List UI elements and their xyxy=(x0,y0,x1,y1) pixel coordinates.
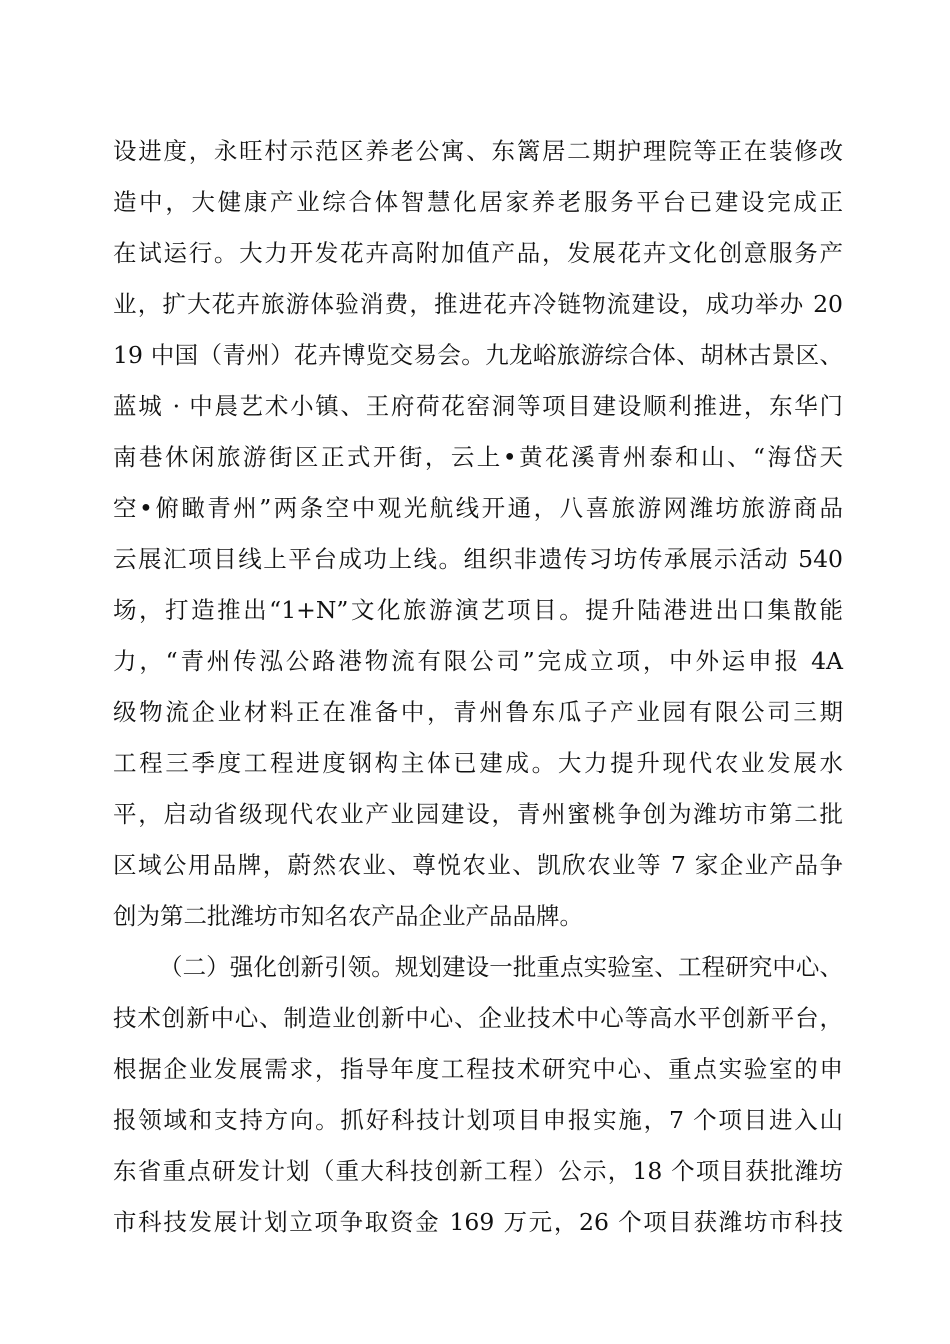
text-line: 东省重点研发计划（重大科技创新工程）公示，18 个项目获批潍坊 xyxy=(113,1157,843,1185)
text-line: 设进度，永旺村示范区养老公寓、东篱居二期护理院等正在装修改 xyxy=(113,137,843,165)
text-line: 南巷休闲旅游街区正式开街，云上•黄花溪青州泰和山、“海岱天 xyxy=(113,443,843,471)
paragraph-end-line: 创为第二批潍坊市知名农产品企业产品品牌。 xyxy=(113,902,583,930)
text-line: 报领域和支持方向。抓好科技计划项目申报实施，7 个项目进入山 xyxy=(113,1106,843,1134)
body-text xyxy=(113,126,843,1248)
text-line: 级物流企业材料正在准备中，青州鲁东瓜子产业园有限公司三期 xyxy=(113,698,843,726)
text-line: 业，扩大花卉旅游体验消费，推进花卉冷链物流建设，成功举办 20 xyxy=(113,290,843,318)
text-line: 场，打造推出“1+N”文化旅游演艺项目。提升陆港进出口集散能 xyxy=(113,596,843,624)
text-line: 蓝城 · 中晨艺术小镇、王府荷花窑洞等项目建设顺利推进，东华门 xyxy=(113,392,843,420)
text-line: 市科技发展计划立项争取资金 169 万元，26 个项目获潍坊市科技 xyxy=(113,1208,843,1236)
text-line: 平，启动省级现代农业产业园建设，青州蜜桃争创为潍坊市第二批 xyxy=(113,800,843,828)
text-line: 造中，大健康产业综合体智慧化居家养老服务平台已建设完成正 xyxy=(113,188,843,216)
text-line: 根据企业发展需求，指导年度工程技术研究中心、重点实验室的申 xyxy=(113,1055,843,1083)
text-line: 区域公用品牌，蔚然农业、尊悦农业、凯欣农业等 7 家企业产品争 xyxy=(113,851,843,879)
text-line: 技术创新中心、制造业创新中心、企业技术中心等高水平创新平台， xyxy=(113,1004,843,1032)
text-line: 力，“青州传泓公路港物流有限公司”完成立项，中外运申报 4A xyxy=(113,647,843,675)
section-heading-line: （二）强化创新引领。规划建设一批重点实验室、工程研究中心、 xyxy=(159,953,843,981)
text-line: 在试运行。大力开发花卉高附加值产品，发展花卉文化创意服务产 xyxy=(113,239,843,267)
text-line: 工程三季度工程进度钢构主体已建成。大力提升现代农业发展水 xyxy=(113,749,843,777)
text-line: 云展汇项目线上平台成功上线。组织非遗传习坊传承展示活动 540 xyxy=(113,545,843,573)
text-line: 空•俯瞰青州”两条空中观光航线开通，八喜旅游网潍坊旅游商品 xyxy=(113,494,843,522)
text-line: 19 中国（青州）花卉博览交易会。九龙峪旅游综合体、胡林古景区、 xyxy=(113,341,843,369)
